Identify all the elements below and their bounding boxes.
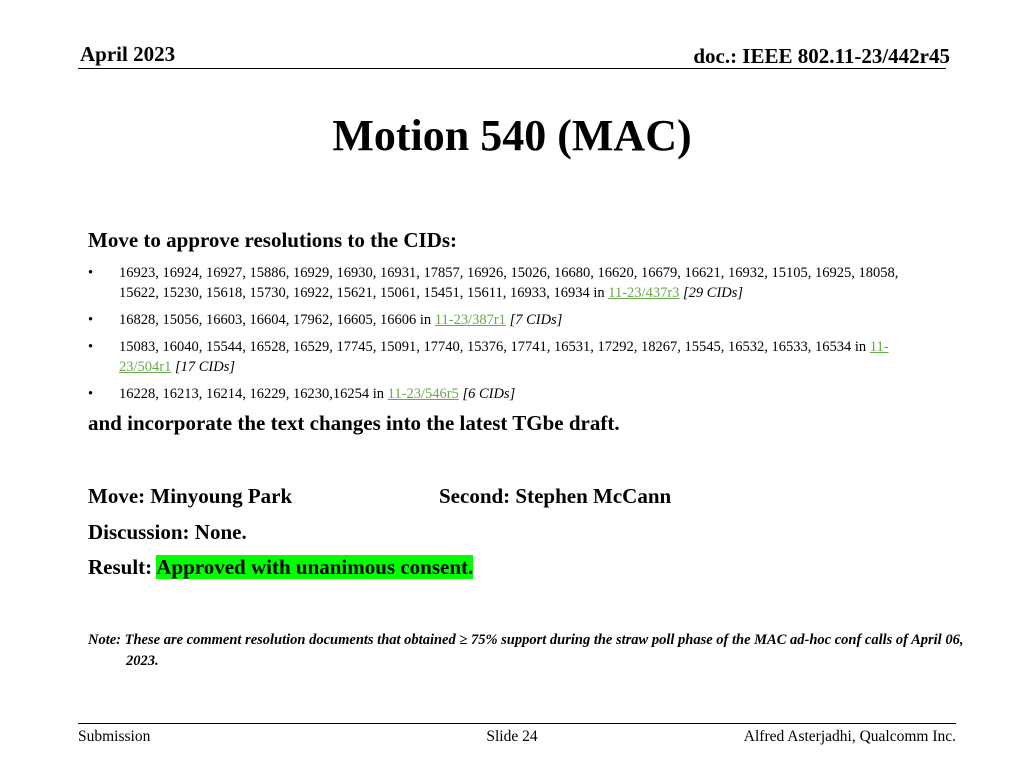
cid-count: [6 CIDs] — [462, 386, 516, 402]
bullet-marker: • — [88, 386, 94, 402]
bullet-marker: • — [88, 265, 94, 281]
list-item — [88, 384, 938, 404]
list-item — [88, 310, 938, 330]
list-item — [88, 337, 938, 377]
seconder: Second: Stephen McCann — [439, 484, 672, 508]
header-divider — [78, 68, 946, 69]
header-doc-id: doc.: IEEE 802.11-23/442r45 — [693, 44, 950, 68]
result — [88, 555, 938, 580]
footer-slide-number: Slide 24 — [486, 728, 538, 745]
footer-divider — [78, 723, 956, 724]
cid-text: 16923, 16924, 16927, 15886, 16929, 16930, 16931, 17857, 16926, 15026, 16680, 16620, 16679, 16621, 16932, 15105, 16925, 18058, 15622, 15230, 15618, 15730, 16922, 15621, 15061, 15451, 15611, 16933, 16934 in — [119, 265, 899, 301]
cid-text: 16828, 15056, 16603, 16604, 17962, 16605, 16606 in — [119, 312, 435, 328]
slide-body — [88, 228, 964, 672]
mover: Move: Minyoung Park — [88, 484, 293, 508]
motion-intro: Move to approve resolutions to the CIDs: — [88, 228, 458, 252]
cid-text: 15083, 16040, 15544, 16528, 16529, 17745, 15091, 17740, 15376, 17741, 16531, 17292, 18267, 15545, 16532, 16533, 16534 in — [119, 339, 870, 355]
cid-count: [17 CIDs] — [174, 359, 236, 375]
note: Note: These are comment resolution documents that obtained ≥ 75% support during the straw poll phase of the MAC ad-hoc conf calls of April 06, 2023. — [88, 632, 964, 669]
result-label: Result: — [88, 555, 157, 579]
cid-text: 16228, 16213, 16214, 16229, 16230,16254 in — [119, 386, 388, 402]
discussion: Discussion: None. — [88, 520, 247, 544]
bullet-marker: • — [88, 339, 94, 355]
document-link[interactable]: 11-23/437r3 — [608, 285, 680, 301]
footer-author: Alfred Asterjadhi, Qualcomm Inc. — [743, 728, 956, 745]
document-link[interactable]: 11-23/504r1 — [119, 339, 889, 375]
header-date: April 2023 — [80, 42, 176, 66]
list-item — [88, 263, 938, 303]
result-value: Approved with unanimous consent. — [156, 555, 474, 579]
bullet-marker: • — [88, 312, 94, 328]
footer-submission: Submission — [78, 728, 151, 745]
document-link[interactable]: 11-23/546r5 — [387, 386, 459, 402]
slide-title: Motion 540 (MAC) — [332, 111, 692, 160]
cid-count: [7 CIDs] — [509, 312, 563, 328]
incorporate-statement: and incorporate the text changes into the latest TGbe draft. — [88, 411, 620, 435]
cid-count: [29 CIDs] — [683, 285, 744, 301]
cid-list — [88, 263, 938, 404]
mover-row — [88, 484, 938, 510]
document-link[interactable]: 11-23/387r1 — [434, 312, 506, 328]
